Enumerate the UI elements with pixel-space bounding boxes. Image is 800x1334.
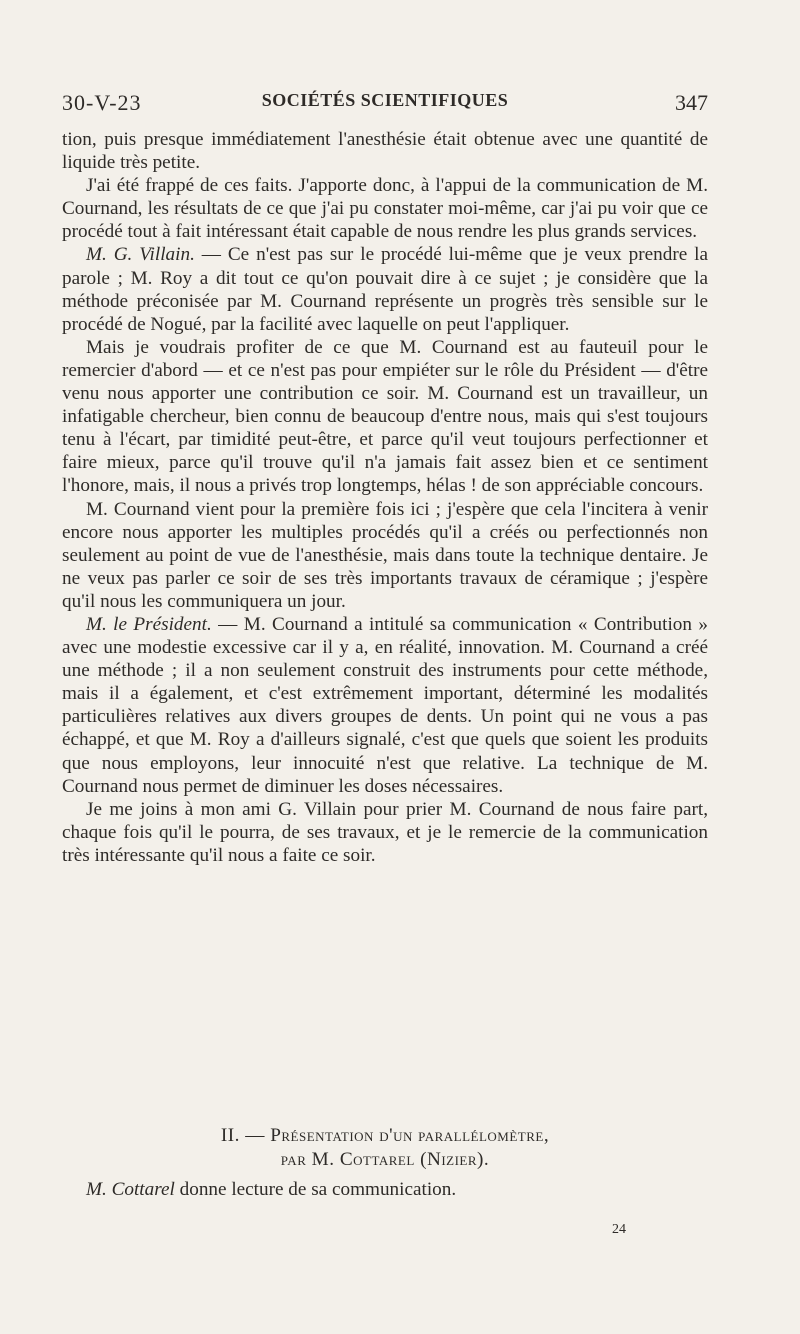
section-heading-line-2: par M. Cottarel (Nizier). xyxy=(280,1149,490,1170)
paragraph-text: J'ai été frappé de ces faits. J'apporte donc, à l'appui de la communication de M. Cournand, les résultats de ce que j'ai pu constater moi-même, car j'ai pu voir que ce procédé tout à fait intéressant était capable de nous rendre les plus grands services. xyxy=(62,175,708,243)
page-number: 347 xyxy=(675,90,708,115)
paragraph xyxy=(62,498,708,613)
paragraph xyxy=(62,798,708,867)
header-date: 30-V-23 xyxy=(62,90,142,115)
body-text xyxy=(62,128,708,867)
paragraph-text: — Ce n'est pas sur le procédé lui-même que je veux prendre la parole ; M. Roy a dit tout ce qu'on pouvait dire à ce sujet ; je considère que la méthode préconisée par M. Cournand représente un progrès très sensible sur le procédé de Nogué, par la facilité avec laquelle on peut l'appliquer. xyxy=(62,244,709,335)
paragraph xyxy=(62,243,708,335)
header-title: SOCIÉTÉS SCIENTIFIQUES xyxy=(261,90,509,110)
signature-mark: 24 xyxy=(612,1222,626,1237)
section-heading xyxy=(62,1124,708,1172)
paragraph xyxy=(62,613,708,798)
closing-line xyxy=(86,1178,708,1201)
closing-text: donne lecture de sa communication. xyxy=(174,1179,457,1200)
paragraph xyxy=(62,174,708,243)
paragraph-text: M. Cournand vient pour la première fois ici ; j'espère que cela l'incitera à venir encore nous apporter les multiples procédés qu'il a créés ou perfectionnés non seulement au point de vue de l'anesthésie, mais dans toute la technique dentaire. Je ne veux pas parler ce soir de ses très importants travaux de céramique ; j'espère qu'il nous les communiquera un jour. xyxy=(62,498,708,612)
speaker: M. G. Villain. xyxy=(86,244,195,266)
paragraph xyxy=(62,128,708,174)
paragraph-text: Je me joins à mon ami G. Villain pour prier M. Cournand de nous faire part, chaque fois qu'il le pourra, de ses travaux, et je le remercie de la communication très intéressante qu'il nous a faite ce soir. xyxy=(62,798,708,866)
paragraph-text: tion, puis presque immédiatement l'anesthésie était obtenue avec une quantité de liquide très petite. xyxy=(62,129,708,174)
paragraph xyxy=(62,336,708,498)
running-header xyxy=(62,90,708,120)
paragraph-text: Mais je voudrais profiter de ce que M. Cournand est au fauteuil pour le remercier d'abord — et ce n'est pas pour empiéter sur le rôle du Président — d'être venu nous apporter une contribution ce soir. M. Cournand est un travailleur, un infatigable chercheur, bien connu de beaucoup d'entre nous, mais qui s'est toujours tenu à l'écart, par timidité peut-être, et parce qu'il veut toujours perfectionner et faire mieux, parce qu'il trouve qu'il n'a jamais fait assez bien et ce sentiment l'honore, mais, il nous a privés trop longtemps, hélas ! de son appréciable concours. xyxy=(62,336,708,497)
speaker: M. le Président. xyxy=(86,613,212,635)
section-heading-line-1: II. — Présentation d'un parallélomètre, xyxy=(220,1125,550,1146)
speaker: M. Cottarel xyxy=(86,1179,175,1200)
paragraph-text: — M. Cournand a intitulé sa communication « Contribution » avec une modestie excessive car il y a, en réalité, innovation. M. Cournand a créé une méthode ; il a non seulement construit des instruments pour cette méthode, mais il a également, et c'est extrêmement important, déterminé les modalités particulières relatives aux divers groupes de dents. Un point qui ne vous a pas échappé, et que M. Roy a d'ailleurs signalé, c'est que quels que soient les produits que nous employons, leur innocuité n'est que relative. La technique de M. Cournand nous permet de diminuer les doses nécessaires. xyxy=(62,613,708,797)
